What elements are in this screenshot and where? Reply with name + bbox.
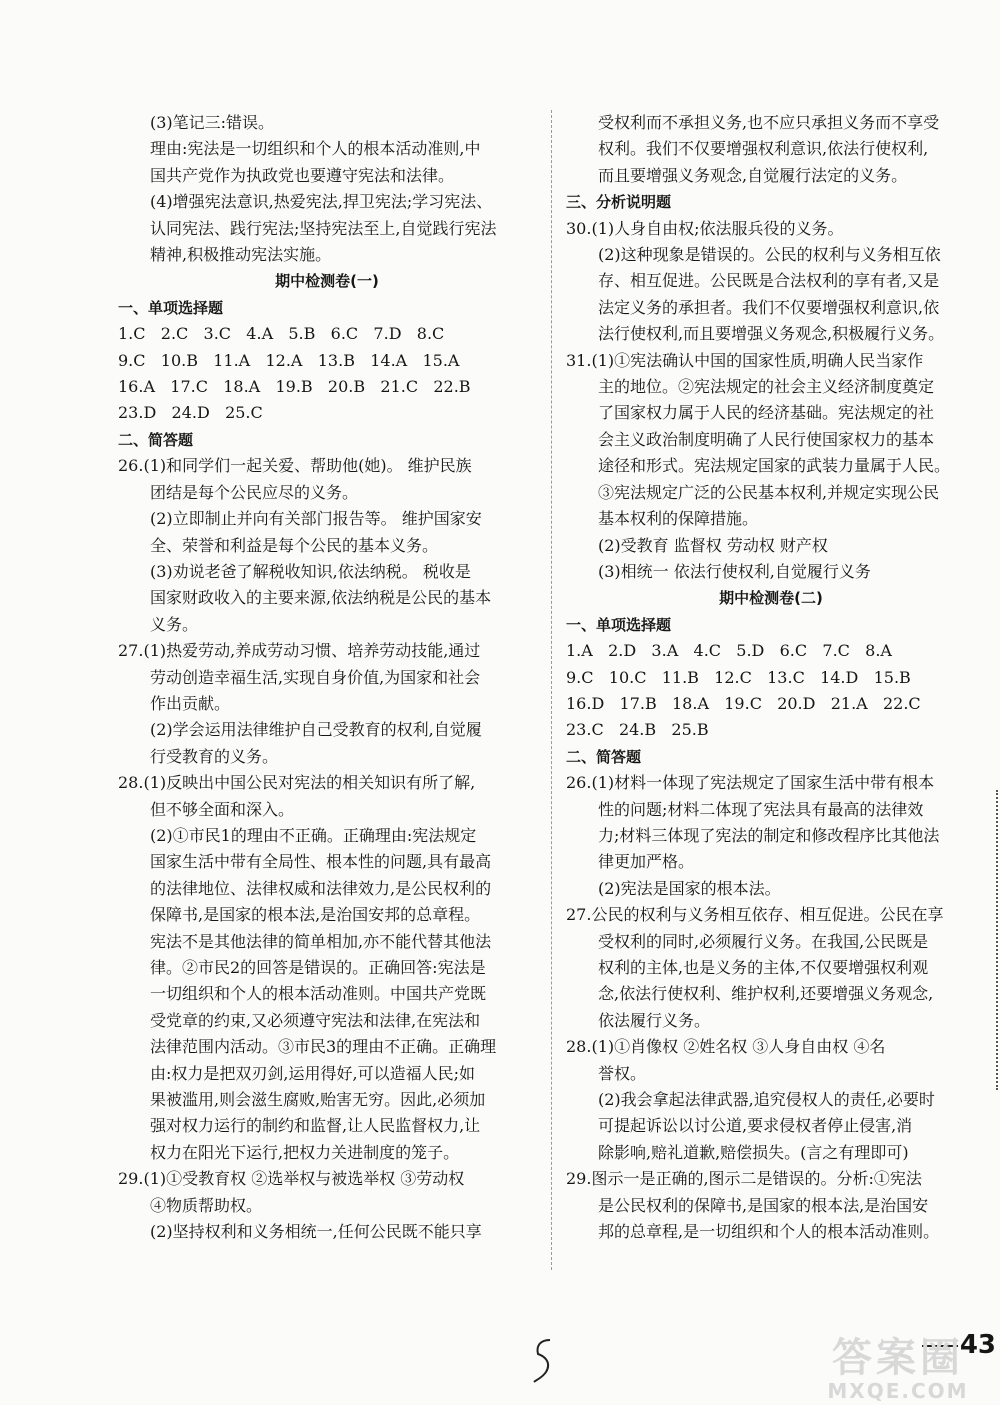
text-line: 律更加严格。 (598, 852, 695, 872)
text-line: (2)受教育 监督权 劳动权 财产权 (598, 535, 828, 555)
text-line: (3)相统一 依法行使权利,自觉履行义务 (598, 561, 871, 581)
text-line: 是公民权利的保障书,是国家的根本法,是治国安 (598, 1195, 929, 1215)
text-line: 9.C 10.B 11.A 12.A 13.B 14.A 15.A (118, 350, 460, 370)
text-line: 1.C 2.C 3.C 4.A 5.B 6.C 7.D 8.C (118, 324, 445, 344)
watermark-logo (808, 1336, 988, 1402)
left-column (118, 110, 536, 1245)
text-line: 力;材料三体现了宪法的制定和修改程序比其他法 (598, 825, 940, 845)
text-line: 主的地位。②宪法规定的社会主义经济制度奠定 (598, 377, 935, 397)
text-line: 受权利的同时,必须履行义务。在我国,公民既是 (598, 931, 929, 951)
text-line: 邦的总章程,是一切组织和个人的根本活动准则。 (598, 1222, 940, 1242)
text-line: 法定义务的承担者。我们不仅要增强权利意识,依 (598, 297, 940, 317)
text-line: 全、荣誉和利益是每个公民的基本义务。 (150, 535, 439, 555)
text-line: 受党章的约束,又必须遵守宪法和法律,在宪法和 (150, 1010, 481, 1030)
watermark-text-bottom: MXQE.COM (827, 1379, 969, 1403)
text-line: (2)坚持权利和义务相统一,任何公民既不能只享 (150, 1222, 482, 1242)
text-line: 的法律地位、法律权威和法律效力,是公民权利的 (150, 878, 492, 898)
text-line: 会主义政治制度明确了人民行使国家权力的基本 (598, 429, 935, 449)
text-line: 强对权力运行的制约和监督,让人民监督权力,让 (150, 1116, 481, 1136)
text-line: 精神,积极推动宪法实施。 (150, 245, 332, 265)
text-line: 16.A 17.C 18.A 19.B 20.B 21.C 22.B (118, 377, 471, 397)
text-line: 依法履行义务。 (598, 1010, 711, 1030)
text-line: 受权利而不承担义务,也不应只承担义务而不享受 (598, 113, 940, 132)
text-line: 23.D 24.D 25.C (118, 403, 263, 423)
right-column (566, 110, 976, 1245)
text-line: 一切组织和个人的根本活动准则。中国共产党既 (150, 984, 487, 1004)
text-line: 国家财政收入的主要来源,依法纳税是公民的基本 (150, 588, 492, 608)
text-line: (3)笔记三:错误。 (150, 113, 275, 132)
text-line: 存、相互促进。公民既是合法权利的享有者,又是 (598, 271, 940, 291)
handwritten-mark (530, 1336, 556, 1386)
text-line: ③宪法规定广泛的公民基本权利,并规定实现公民 (598, 482, 940, 502)
column-divider (551, 110, 552, 1270)
text-line: 基本权利的保障措施。 (598, 509, 759, 529)
text-line: 可提起诉讼以讨公道,要求侵权者停止侵害,消 (598, 1116, 913, 1136)
text-line: 29.(1)①受教育权 ②选举权与被选举权 ③劳动权 (118, 1169, 465, 1189)
text-line: 26.(1)材料一体现了宪法规定了国家生活中带有根本 (566, 773, 935, 793)
binding-edge-dots (996, 790, 998, 1090)
text-line: 保障书,是国家的根本法,是治国安邦的总章程。 (150, 905, 481, 925)
watermark-text-top: 答案圈 (832, 1335, 964, 1381)
section-heading: 二、简答题 (118, 430, 194, 449)
text-line: 权利的主体,也是义务的主体,不仅要增强权利观 (598, 958, 929, 977)
text-line: (2)①市民1的理由不正确。正确理由:宪法规定 (150, 825, 477, 845)
text-line: 权力在阳光下运行,把权力关进制度的笼子。 (150, 1142, 460, 1162)
text-line: 途径和形式。宪法规定国家的武装力量属于人民。 (598, 456, 951, 476)
section-heading: 一、单项选择题 (566, 615, 672, 634)
text-line: 认同宪法、践行宪法;坚持宪法至上,自觉践行宪法 (150, 218, 497, 238)
text-line: 权利。我们不仅要增强权利意识,依法行使权利, (598, 139, 929, 159)
text-line: 理由:宪法是一切组织和个人的根本活动准则,中 (150, 139, 481, 159)
text-line: 国共产党作为执政党也要遵守宪法和法律。 (150, 165, 455, 185)
text-line: (2)立即制止并向有关部门报告等。 维护国家安 (150, 509, 482, 529)
text-line: 由:权力是把双刃剑,运用得好,可以造福人民;如 (150, 1063, 475, 1083)
text-line: 法律范围内活动。③市民3的理由不正确。正确理 (150, 1037, 497, 1057)
text-line: 作出贡献。 (150, 693, 231, 713)
text-line: (2)我会拿起法律武器,追究侵权人的责任,必要时 (598, 1090, 935, 1110)
text-line: 16.D 17.B 18.A 19.C 20.D 21.A 22.C (566, 693, 921, 713)
text-line: 28.(1)①肖像权 ②姓名权 ③人身自由权 ④名 (566, 1037, 886, 1057)
text-line: 国家生活中带有全局性、根本性的问题,具有最高 (150, 852, 492, 872)
text-line: 27.公民的权利与义务相互依存、相互促进。公民在享 (566, 905, 944, 925)
text-line: 念,依法行使权利、维护权利,还要增强义务观念, (598, 984, 934, 1004)
text-line: 30.(1)人身自由权;依法服兵役的义务。 (566, 218, 844, 238)
text-line: 而且要增强义务观念,自觉履行法定的义务。 (598, 165, 908, 185)
section-heading: 一、单项选择题 (118, 298, 224, 317)
text-line: 律。②市民2的回答是错误的。正确回答:宪法是 (150, 958, 486, 977)
text-line: (2)这种现象是错误的。公民的权利与义务相互依 (598, 245, 941, 265)
text-line: 行受教育的义务。 (150, 746, 279, 766)
section-title: 期中检测卷(二) (719, 589, 823, 608)
text-line: 27.(1)热爱劳动,养成劳动习惯、培养劳动技能,通过 (118, 641, 481, 661)
text-line: 义务。 (150, 614, 199, 634)
text-line: ④物质帮助权。 (150, 1195, 263, 1215)
text-line: 31.(1)①宪法确认中国的国家性质,明确人民当家作 (566, 350, 924, 370)
section-heading: 二、简答题 (566, 747, 642, 766)
text-line: 29.图示一是正确的,图示二是错误的。分析:①宪法 (566, 1169, 922, 1189)
text-line: 1.A 2.D 3.A 4.C 5.D 6.C 7.C 8.A (566, 641, 892, 661)
text-line: (3)劝说老爸了解税收知识,依法纳税。 税收是 (150, 561, 471, 581)
text-line: (4)增强宪法意识,热爱宪法,捍卫宪法;学习宪法、 (150, 192, 493, 212)
section-heading: 三、分析说明题 (566, 193, 672, 212)
text-line: 26.(1)和同学们一起关爱、帮助他(她)。 维护民族 (118, 456, 472, 476)
text-line: 誉权。 (598, 1063, 647, 1083)
text-line: 除影响,赔礼道歉,赔偿损失。(言之有理即可) (598, 1142, 909, 1162)
text-line: 性的问题;材料二体现了宪法具有最高的法律效 (598, 799, 924, 819)
text-line: 了国家权力属于人民的经济基础。宪法规定的社 (598, 403, 935, 423)
page-number: 43 (922, 1330, 996, 1360)
text-line: 23.C 24.B 25.B (566, 720, 709, 740)
text-line: 9.C 10.C 11.B 12.C 13.C 14.D 15.B (566, 667, 911, 687)
text-line: 但不够全面和深入。 (150, 799, 295, 819)
section-title: 期中检测卷(一) (275, 272, 379, 291)
text-line: 果被滥用,则会滋生腐败,贻害无穷。因此,必须加 (150, 1090, 486, 1110)
text-line: 劳动创造幸福生活,实现自身价值,为国家和社会 (150, 667, 481, 687)
text-line: 宪法不是其他法律的简单相加,亦不能代替其他法 (150, 931, 492, 951)
text-line: 法行使权利,而且要增强义务观念,积极履行义务。 (598, 324, 945, 344)
text-line: (2)宪法是国家的根本法。 (598, 878, 781, 898)
text-line: 28.(1)反映出中国公民对宪法的相关知识有所了解, (118, 773, 476, 793)
text-line: (2)学会运用法律维护自己受教育的权利,自觉履 (150, 720, 482, 740)
text-line: 团结是每个公民应尽的义务。 (150, 482, 359, 502)
